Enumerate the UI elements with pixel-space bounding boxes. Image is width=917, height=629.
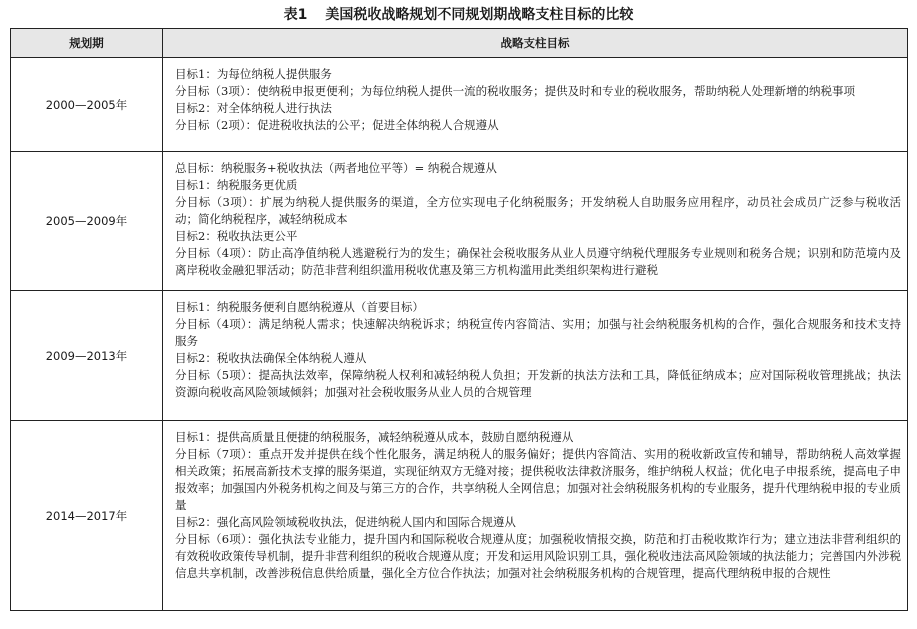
goals-cell (163, 58, 908, 152)
goals-cell (163, 152, 908, 291)
goal-line: 总目标：纳税服务+税收执法（两者地位平等）= 纳税合规遵从 (175, 161, 497, 175)
table-header-row (11, 29, 908, 58)
table-title: 美国税收战略规划不同规划期战略支柱目标的比较 (325, 7, 634, 23)
period-cell: 2000—2005年 (11, 58, 163, 152)
goal-line: 分目标（3项）：使纳税申报更便利；为每位纳税人提供一流的税收服务；提供及时和专业的税收服务，帮助纳税人处理新增的纳税事项 (175, 84, 856, 98)
table-number: 表1 (283, 7, 308, 23)
goal-line: 目标1：纳税服务更优质 (175, 178, 298, 192)
goal-line: 分目标（3项）：扩展为纳税人提供服务的渠道，全方位实现电子化纳税服务；开发纳税人自助服务应用程序，动员社会成员广泛参与税收活动；简化纳税程序，减轻纳税成本 (175, 195, 901, 226)
period-cell: 2009—2013年 (11, 291, 163, 421)
comparison-table (10, 28, 908, 611)
table-row (11, 58, 908, 152)
goal-line: 分目标（4项）：防止高净值纳税人逃避税行为的发生；确保社会税收服务从业人员遵守纳税代理服务专业规则和税务合规；识别和防范境内及离岸税收金融犯罪活动；防范非营利组织滥用税收优惠及第三方机构滥用此类组织架构进行避税 (175, 246, 901, 277)
goal-line: 分目标（4项）：满足纳税人需求；快速解决纳税诉求；纳税宣传内容简洁、实用；加强与社会纳税服务机构的合作，强化合规服务和技术支持服务 (175, 317, 901, 348)
header-period: 规划期 (11, 29, 163, 58)
goal-line: 目标2：税收执法更公平 (175, 229, 298, 243)
table-caption (10, 6, 907, 24)
goal-line: 分目标（6项）：强化执法专业能力，提升国内和国际税收合规遵从度；加强税收情报交换，防范和打击税收欺诈行为；建立违法非营利组织的有效税收政策传导机制，提升非营利组织的税收合规遵从度；开发和运用风险识别工具，强化税收违法高风险领域的执法能力；完善国内外涉税信息共享机制，改善涉税信息供给质量，强化全方位合作执法；加强对社会纳税服务机构的合规管理，提高代理纳税申报的合规性 (175, 532, 901, 580)
goals-cell (163, 291, 908, 421)
goals-cell (163, 421, 908, 611)
header-goals: 战略支柱目标 (163, 29, 908, 58)
goal-line: 目标2：强化高风险领域税收执法，促进纳税人国内和国际合规遵从 (175, 515, 516, 529)
table-row (11, 152, 908, 291)
period-cell: 2005—2009年 (11, 152, 163, 291)
table-row (11, 291, 908, 421)
table-row (11, 421, 908, 611)
goal-line: 目标1：提供高质量且便捷的纳税服务，减轻纳税遵从成本，鼓励自愿纳税遵从 (175, 430, 574, 444)
goal-line: 目标2：税收执法确保全体纳税人遵从 (175, 351, 367, 365)
goal-line: 分目标（2项）：促进税收执法的公平；促进全体纳税人合规遵从 (175, 118, 499, 132)
goal-line: 分目标（5项）：提高执法效率，保障纳税人权利和减轻纳税人负担；开发新的执法方法和工具，降低征纳成本；应对国际税收管理挑战；执法资源向税收高风险领域倾斜；加强对社会税收服务从业人员的合规管理 (175, 368, 901, 399)
period-cell: 2014—2017年 (11, 421, 163, 611)
goal-line: 分目标（7项）：重点开发并提供在线个性化服务，满足纳税人的服务偏好；提供内容简洁、实用的税收新政宣传和辅导，帮助纳税人高效掌握相关政策；拓展高新技术支撑的服务渠道，实现征纳双方无缝对接；提供税收法律救济服务，维护纳税人权益；优化电子申报系统，提高电子申报效率；加强国内外税务机构之间及与第三方的合作，共享纳税人全网信息；加强对社会纳税服务机构的专业服务，提升代理纳税申报的专业质量 (175, 447, 901, 512)
goal-line: 目标1：为每位纳税人提供服务 (175, 67, 332, 81)
goal-line: 目标1：纳税服务便利自愿纳税遵从（首要目标） (175, 300, 424, 314)
goal-line: 目标2：对全体纳税人进行执法 (175, 101, 332, 115)
